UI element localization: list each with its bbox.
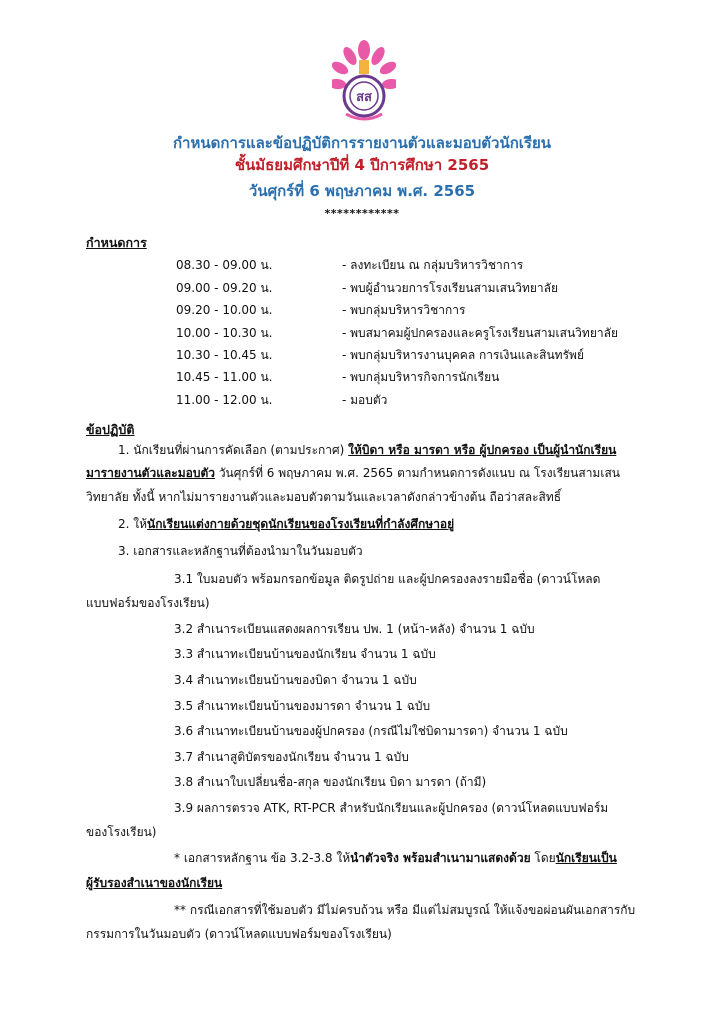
schedule-activity: - พบสมาคมผู้ปกครองและครูโรงเรียนสามเสนวิทยาลัย: [342, 326, 618, 340]
rule-2-text: 2. ให้: [118, 517, 148, 531]
schedule-activity: - ลงทะเบียน ณ กลุ่มบริหารวิชาการ: [342, 258, 524, 272]
doc-3-5: 3.5 สำเนาทะเบียนบ้านของมารดา จำนวน 1 ฉบับ: [174, 699, 431, 713]
rule-1-text: 1. นักเรียนที่ผ่านการคัดเลือก (ตามประกาศ): [118, 443, 349, 457]
note-2-line-2: กรรมการในวันมอบตัว (ดาวน์โหลดแบบฟอร์มของโรงเรียน): [86, 927, 392, 941]
rule-1-emphasis-2: มารายงานตัวและมอบตัว: [86, 466, 215, 480]
svg-text:สส: สส: [356, 90, 372, 105]
schedule-heading: กำหนดการ: [86, 235, 147, 250]
note-1-emphasis: นักเรียนเป็น: [555, 851, 617, 865]
schedule-activity: - มอบตัว: [342, 393, 388, 407]
schedule-time: 10.45 - 11.00 น.: [176, 370, 273, 384]
schedule-activity: - พบกลุ่มบริหารกิจการนักเรียน: [342, 370, 500, 384]
note-1-bold: นำตัวจริง พร้อมสำเนามาแสดงด้วย: [350, 851, 531, 865]
schedule-time: 11.00 - 12.00 น.: [176, 393, 273, 407]
rule-1-emphasis: ให้บิดา หรือ มารดา หรือ ผู้ปกครอง เป็นผู้นำนักเรียน: [348, 443, 617, 457]
rule-1-line-3: วิทยาลัย ทั้งนี้ หากไม่มารายงานตัวและมอบตัวตามวันและเวลาดังกล่าวข้างต้น ถือว่าสละสิทธิ์: [86, 490, 562, 504]
schedule-time: 10.00 - 10.30 น.: [176, 326, 273, 340]
doc-3-3: 3.3 สำเนาทะเบียนบ้านของนักเรียน จำนวน 1 ฉบับ: [174, 647, 436, 661]
school-logo: [332, 40, 396, 124]
document-title: กำหนดการและข้อปฏิบัติการรายงานตัวและมอบตัวนักเรียน: [172, 134, 552, 152]
divider-stars: ************: [324, 207, 400, 220]
doc-3-7: 3.7 สำเนาสูติบัตรของนักเรียน จำนวน 1 ฉบับ: [174, 750, 409, 764]
schedule-time: 09.20 - 10.00 น.: [176, 303, 273, 317]
schedule-activity: - พบกลุ่มบริหารวิชาการ: [342, 303, 466, 317]
note-1-text: * เอกสารหลักฐาน ข้อ 3.2-3.8 ให้: [174, 851, 351, 865]
schedule-time: 08.30 - 09.00 น.: [176, 258, 273, 272]
document-subtitle-date: วันศุกร์ที่ 6 พฤษภาคม พ.ศ. 2565: [248, 182, 476, 200]
note-1-line-1: [174, 851, 617, 866]
doc-3-4: 3.4 สำเนาทะเบียนบ้านของบิดา จำนวน 1 ฉบับ: [174, 673, 417, 687]
note-1-text-2: โดย: [530, 851, 556, 865]
rule-1-line-2: [86, 466, 620, 481]
schedule-activity: - พบกลุ่มบริหารงานบุคคล การเงินและสินทรัพย์: [342, 348, 584, 362]
doc-3-9-cont: ของโรงเรียน): [86, 825, 157, 839]
rule-2: [118, 517, 454, 532]
note-2-line-1: ** กรณีเอกสารที่ใช้มอบตัว มีไม่ครบถ้วน หรือ มีแต่ไม่สมบูรณ์ ให้แจ้งขอผ่อนผันเอกสารกับ: [174, 903, 636, 917]
rule-1-text-2: วันศุกร์ที่ 6 พฤษภาคม พ.ศ. 2565 ตามกำหนดการดังแนบ ณ โรงเรียนสามเสน: [215, 466, 620, 480]
schedule-time: 10.30 - 10.45 น.: [176, 348, 273, 362]
note-1-line-2: ผู้รับรองสำเนาของนักเรียน: [86, 876, 223, 890]
doc-3-8: 3.8 สำเนาใบเปลี่ยนชื่อ-สกุล ของนักเรียน บิดา มารดา (ถ้ามี): [174, 775, 487, 789]
rules-heading: ข้อปฏิบัติ: [86, 422, 135, 437]
rule-2-emphasis: นักเรียนแต่งกายด้วยชุดนักเรียนของโรงเรียนที่กำลังศึกษาอยู่: [147, 517, 455, 531]
doc-3-6: 3.6 สำเนาทะเบียนบ้านของผู้ปกครอง (กรณีไม่ใช่บิดามารดา) จำนวน 1 ฉบับ: [174, 724, 568, 738]
doc-3-9: 3.9 ผลการตรวจ ATK, RT-PCR สำหรับนักเรียนและผู้ปกครอง (ดาวน์โหลดแบบฟอร์ม: [174, 801, 609, 815]
doc-3-1: 3.1 ใบมอบตัว พร้อมกรอกข้อมูล ติดรูปถ่าย และผู้ปกครองลงรายมือชื่อ (ดาวน์โหลด: [174, 572, 601, 586]
doc-3-1-cont: แบบฟอร์มของโรงเรียน): [86, 596, 210, 610]
rule-1-line-1: [118, 443, 616, 458]
rule-3: 3. เอกสารและหลักฐานที่ต้องนำมาในวันมอบตัว: [118, 544, 363, 558]
doc-3-2: 3.2 สำเนาระเบียนแสดงผลการเรียน ปพ. 1 (หน้า-หลัง) จำนวน 1 ฉบับ: [174, 622, 535, 636]
schedule-activity: - พบผู้อำนวยการโรงเรียนสามเสนวิทยาลัย: [342, 281, 559, 295]
schedule-time: 09.00 - 09.20 น.: [176, 281, 273, 295]
document-subtitle-grade: ชั้นมัธยมศึกษาปีที่ 4 ปีการศึกษา 2565: [234, 156, 490, 174]
